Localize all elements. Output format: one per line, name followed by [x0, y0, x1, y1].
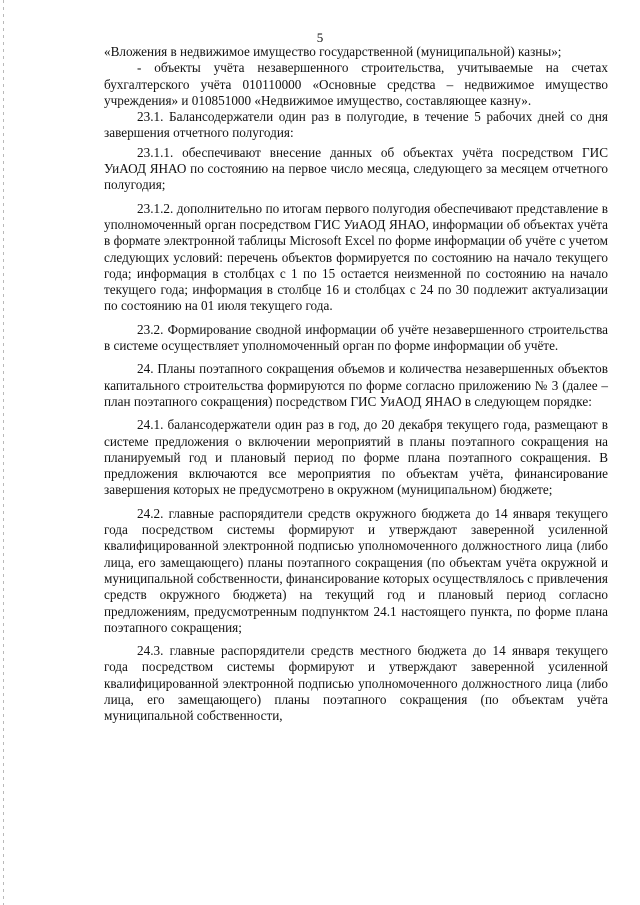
paragraph-23-1-1: 23.1.1. обеспечивают внесение данных об объектах учёта посредством ГИС УиАОД ЯНАО по состоянию на первое число месяца, следующего за месяцем отчетного полугодия;: [104, 144, 608, 193]
paragraph-23-1-2: 23.1.2. дополнительно по итогам первого полугодия обеспечивают представление в уполномоченный орган посредством ГИС УиАОД ЯНАО, информации об объектах учёта в формате электронной таблицы Microsoft Excel по форме информации об учёте с учетом следующих условий: перечень объектов формируется по состоянию на начало текущего года; информация в столбцах с 1 по 15 остается неизменной по состоянию на начало текущего года; информация в столбце 16 и столбцах с 24 по 30 подлежит актуализации по состоянию на 01 июля текущего года.: [104, 200, 608, 314]
paragraph-24-3: 24.3. главные распорядители средств местного бюджета до 14 января текущего года посредством системы формируют и утверждают заверенной усиленной квалифицированной электронной подписью уполномоченного должностного лица (либо лица, его замещающего) планы поэтапного сокращения (по объектам учёта муниципальной собственности,: [104, 643, 608, 724]
paragraph-list-item-objects: - объекты учёта незавершенного строительства, учитываемые на счетах бухгалтерского учёта 010110000 «Основные средства – недвижимое имущество учреждения» и 010851000 «Недвижимое имущество, составляющее казну».: [104, 60, 608, 108]
document-body: [104, 44, 608, 725]
scan-edge-line: [3, 0, 4, 905]
paragraph-24: 24. Планы поэтапного сокращения объемов и количества незавершенных объектов капитального строительства формируются по форме согласно приложению № 3 (далее – план поэтапного сокращения) посредством ГИС УиАОД ЯНАО в следующем порядке:: [104, 361, 608, 409]
paragraph-24-2: 24.2. главные распорядители средств окружного бюджета до 14 января текущего года посредством системы формируют и утверждают заверенной усиленной квалифицированной электронной подписью уполномоченного должностного лица (либо лица, его замещающего) планы поэтапного сокращения (по объектам учёта окружной и муниципальной собственности, финансирование которых осуществлялось с привлечения средств окружного бюджета) на текущий год и плановый период согласно предложениям, предусмотренным подпунктом 24.1 настоящего пункта, по форме плана поэтапного сокращения;: [104, 505, 608, 635]
paragraph-23-1: 23.1. Балансодержатели один раз в полугодие, в течение 5 рабочих дней со дня завершения отчетного полугодия:: [104, 109, 608, 141]
paragraph-24-1: 24.1. балансодержатели один раз в год, до 20 декабря текущего года, размещают в системе предложения о включении мероприятий в планы поэтапного сокращения на планируемый год и плановый период по форме плана поэтапного сокращения. В предложения включаются все мероприятия по объектам учёта, финансирование завершения которых не предусмотрено в окружном (муниципальном) бюджете;: [104, 417, 608, 498]
page-number: 5: [316, 30, 324, 45]
paragraph-23-2: 23.2. Формирование сводной информации об учёте незавершенного строительства в системе осуществляет уполномоченный орган по форме информации об учёте.: [104, 321, 608, 354]
paragraph-continuation: «Вложения в недвижимое имущество государственной (муниципальной) казны»;: [104, 44, 562, 59]
